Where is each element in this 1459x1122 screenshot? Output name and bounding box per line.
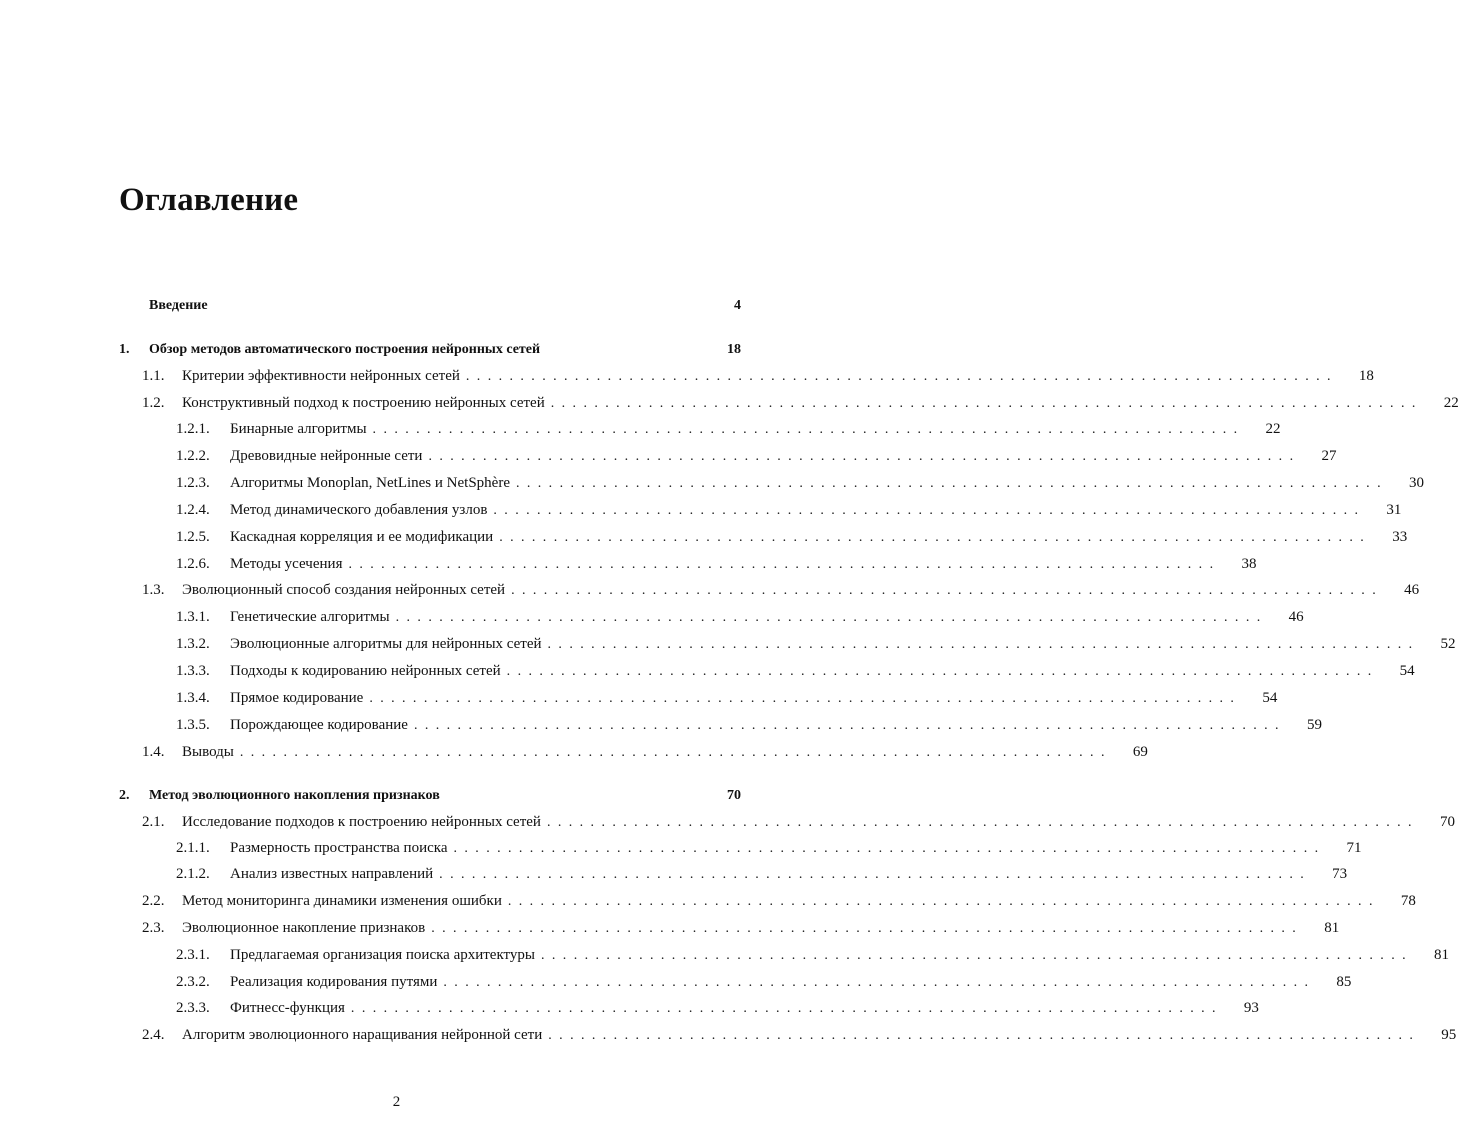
toc-dot-leader: ................................................................................ — [439, 867, 1312, 882]
toc-entry-number: 2.1. — [142, 814, 165, 830]
toc-entry-page: 73 — [1332, 866, 1348, 882]
toc-entry-title: Исследование подходов к построению нейронных сетей — [182, 814, 541, 830]
toc-entry-number: 1.3.1. — [176, 609, 210, 625]
toc-entry-title: Древовидные нейронные сети — [230, 448, 423, 464]
toc-entry-title: Генетические алгоритмы — [230, 609, 390, 625]
toc-dot-leader: ................................................................................ — [350, 1001, 1223, 1016]
toc-section-entry[interactable] — [142, 812, 1455, 832]
toc-entry-title: Эволюционные алгоритмы для нейронных сетей — [230, 636, 542, 652]
toc-subsection-entry[interactable] — [176, 607, 1304, 627]
toc-section-entry[interactable] — [142, 366, 1374, 386]
toc-subsection-entry[interactable] — [176, 527, 1408, 547]
toc-dot-leader: ................................................................................ — [428, 449, 1301, 464]
toc-entry-title: Каскадная корреляция и ее модификации — [230, 529, 494, 545]
toc-dot-leader: ................................................................................ — [506, 664, 1379, 679]
toc-entry-title: Фитнесс-функция — [230, 1000, 345, 1016]
toc-entry-number: 1.2.2. — [176, 448, 210, 464]
toc-entry-number: 2.3.3. — [176, 1000, 210, 1016]
toc-dot-leader: ................................................................................ — [511, 583, 1384, 598]
toc-entry-title: Выводы — [182, 744, 234, 760]
toc-entry-page: 70 — [727, 788, 741, 803]
toc-entry-number: 2.3. — [142, 920, 165, 936]
toc-subsection-entry[interactable] — [176, 634, 1456, 654]
toc-entry-title: Анализ известных направлений — [230, 866, 434, 882]
toc-entry-number: 1.2. — [142, 395, 165, 411]
toc-entry-page: 18 — [727, 342, 741, 357]
toc-entry-page: 85 — [1336, 974, 1352, 990]
toc-entry-title: Алгоритм эволюционного наращивания нейронной сети — [182, 1027, 543, 1043]
toc-entry-page: 18 — [1358, 368, 1374, 384]
toc-entry-page: 70 — [1439, 814, 1455, 830]
toc-entry-number: 1.2.4. — [176, 502, 210, 518]
toc-entry-title: Введение — [149, 296, 208, 316]
toc-entry-title: Метод динамического добавления узлов — [230, 502, 488, 518]
toc-entry-page: 54 — [1399, 663, 1415, 679]
toc-entry-title: Бинарные алгоритмы — [230, 421, 367, 437]
toc-entry-page: 78 — [1400, 893, 1416, 909]
toc-dot-leader: ................................................................................ — [348, 557, 1221, 572]
toc-entry-page: 95 — [1441, 1027, 1457, 1043]
toc-dot-leader: ................................................................................ — [372, 422, 1245, 437]
toc-dot-leader: ................................................................................ — [547, 637, 1420, 652]
toc-dot-leader: ................................................................................ — [413, 718, 1286, 733]
toc-subsection-entry[interactable] — [176, 972, 1352, 992]
toc-entry-page: 22 — [1443, 395, 1459, 411]
toc-entry-title: Предлагаемая организация поиска архитектуры — [230, 947, 535, 963]
toc-subsection-entry[interactable] — [176, 419, 1281, 439]
toc-entry-title: Реализация кодирования путями — [230, 974, 438, 990]
toc-section-entry[interactable] — [142, 393, 1459, 413]
toc-entry-number: 2.3.1. — [176, 947, 210, 963]
toc-dot-leader: ................................................................................ — [431, 921, 1304, 936]
toc-entry-page: 81 — [1434, 947, 1449, 963]
toc-entry-number: 1.3.5. — [176, 717, 210, 733]
toc-entry-title: Метод эволюционного накопления признаков — [149, 786, 440, 806]
toc-entry-page: 27 — [1321, 448, 1337, 464]
toc-entry-page: 46 — [1404, 582, 1420, 598]
toc-entry-title: Размерность пространства поиска — [230, 840, 448, 856]
toc-subsection-entry[interactable] — [176, 661, 1415, 681]
toc-entry-page: 52 — [1440, 636, 1456, 652]
toc-entry-title: Эволюционное накопление признаков — [182, 920, 426, 936]
toc-entry-number: 1. — [119, 342, 130, 357]
toc-entry-number: 1.3. — [142, 582, 165, 598]
toc-entry-page: 30 — [1408, 475, 1424, 491]
toc-subsection-entry[interactable] — [176, 473, 1424, 493]
toc-dot-leader: ................................................................................ — [541, 948, 1413, 963]
toc-dot-leader: ................................................................................ — [369, 691, 1242, 706]
toc-chapter-entry[interactable] — [119, 296, 741, 316]
toc-entry-title: Обзор методов автоматического построения нейронных сетей — [149, 340, 540, 360]
page-number: 2 — [392, 1094, 401, 1110]
toc-subsection-entry[interactable] — [176, 500, 1402, 520]
toc-entry-title: Критерии эффективности нейронных сетей — [182, 368, 460, 384]
toc-entry-page: 54 — [1262, 690, 1278, 706]
toc-entry-page: 69 — [1132, 744, 1148, 760]
toc-entry-title: Эволюционный способ создания нейронных сетей — [182, 582, 506, 598]
toc-entry-title: Конструктивный подход к построению нейронных сетей — [182, 395, 545, 411]
toc-entry-number: 1.4. — [142, 744, 165, 760]
toc-subsection-entry[interactable] — [176, 554, 1257, 574]
toc-entry-page: 71 — [1346, 840, 1362, 856]
toc-entry-title: Алгоритмы Monoplan, NetLines и NetSphère — [230, 475, 510, 491]
toc-entry-number: 1.3.4. — [176, 690, 210, 706]
toc-entry-title: Подходы к кодированию нейронных сетей — [230, 663, 501, 679]
toc-subsection-entry[interactable] — [176, 945, 1449, 965]
toc-section-entry[interactable] — [142, 742, 1148, 762]
toc-entry-number: 2.1.2. — [176, 866, 210, 882]
toc-subsection-entry[interactable] — [176, 864, 1348, 884]
toc-entry-title: Метод мониторинга динамики изменения ошибки — [182, 893, 502, 909]
toc-entry-title: Прямое кодирование — [230, 690, 364, 706]
toc-dot-leader: ................................................................................ — [443, 975, 1316, 990]
toc-entry-page: 22 — [1265, 421, 1281, 437]
toc-entry-number: 2.3.2. — [176, 974, 210, 990]
toc-entry-number: 2.2. — [142, 893, 165, 909]
toc-entry-page: 93 — [1243, 1000, 1259, 1016]
toc-dot-leader: ................................................................................ — [395, 610, 1268, 625]
toc-entry-number: 1.2.1. — [176, 421, 210, 437]
toc-subsection-entry[interactable] — [176, 688, 1278, 708]
toc-dot-leader: ................................................................................ — [515, 476, 1388, 491]
toc-section-entry[interactable] — [142, 1025, 1457, 1045]
toc-entry-page: 33 — [1392, 529, 1408, 545]
toc-dot-leader: ................................................................................ — [493, 503, 1366, 518]
toc-entry-number: 1.2.6. — [176, 556, 210, 572]
toc-section-entry[interactable] — [142, 918, 1340, 938]
toc-dot-leader: ................................................................................ — [465, 369, 1338, 384]
toc-entry-page: 46 — [1288, 609, 1304, 625]
toc-subsection-entry[interactable] — [176, 998, 1259, 1018]
page-title: Оглавление — [119, 182, 299, 218]
toc-entry-page: 81 — [1324, 920, 1340, 936]
toc-entry-number: 2.4. — [142, 1027, 165, 1043]
toc-entry-number: 1.3.3. — [176, 663, 210, 679]
toc-entry-title: Порождающее кодирование — [230, 717, 408, 733]
toc-subsection-entry[interactable] — [176, 715, 1322, 735]
toc-entry-number: 2.1.1. — [176, 840, 210, 856]
toc-dot-leader: ................................................................................ — [548, 1028, 1421, 1043]
toc-entry-page: 31 — [1386, 502, 1402, 518]
toc-dot-leader: ................................................................................ — [546, 815, 1419, 830]
toc-entry-title: Методы усечения — [230, 556, 343, 572]
toc-dot-leader: ................................................................................ — [453, 841, 1326, 856]
toc-chapter-entry[interactable] — [119, 340, 741, 360]
toc-section-entry[interactable] — [142, 891, 1416, 911]
toc-subsection-entry[interactable] — [176, 446, 1337, 466]
toc-dot-leader: ................................................................................ — [499, 530, 1372, 545]
toc-dot-leader: ................................................................................ — [550, 396, 1423, 411]
toc-entry-number: 1.2.5. — [176, 529, 210, 545]
toc-entry-page: 59 — [1306, 717, 1322, 733]
toc-entry-number: 1.3.2. — [176, 636, 210, 652]
toc-section-entry[interactable] — [142, 580, 1420, 600]
toc-entry-number: 1.1. — [142, 368, 165, 384]
toc-entry-number: 2. — [119, 788, 130, 803]
toc-entry-number: 1.2.3. — [176, 475, 210, 491]
toc-entry-page: 4 — [734, 298, 741, 313]
toc-dot-leader: ................................................................................ — [507, 894, 1380, 909]
toc-chapter-entry[interactable] — [119, 786, 741, 806]
toc-dot-leader: ................................................................................ — [239, 745, 1112, 760]
toc-entry-page: 38 — [1241, 556, 1257, 572]
toc-subsection-entry[interactable] — [176, 838, 1362, 858]
